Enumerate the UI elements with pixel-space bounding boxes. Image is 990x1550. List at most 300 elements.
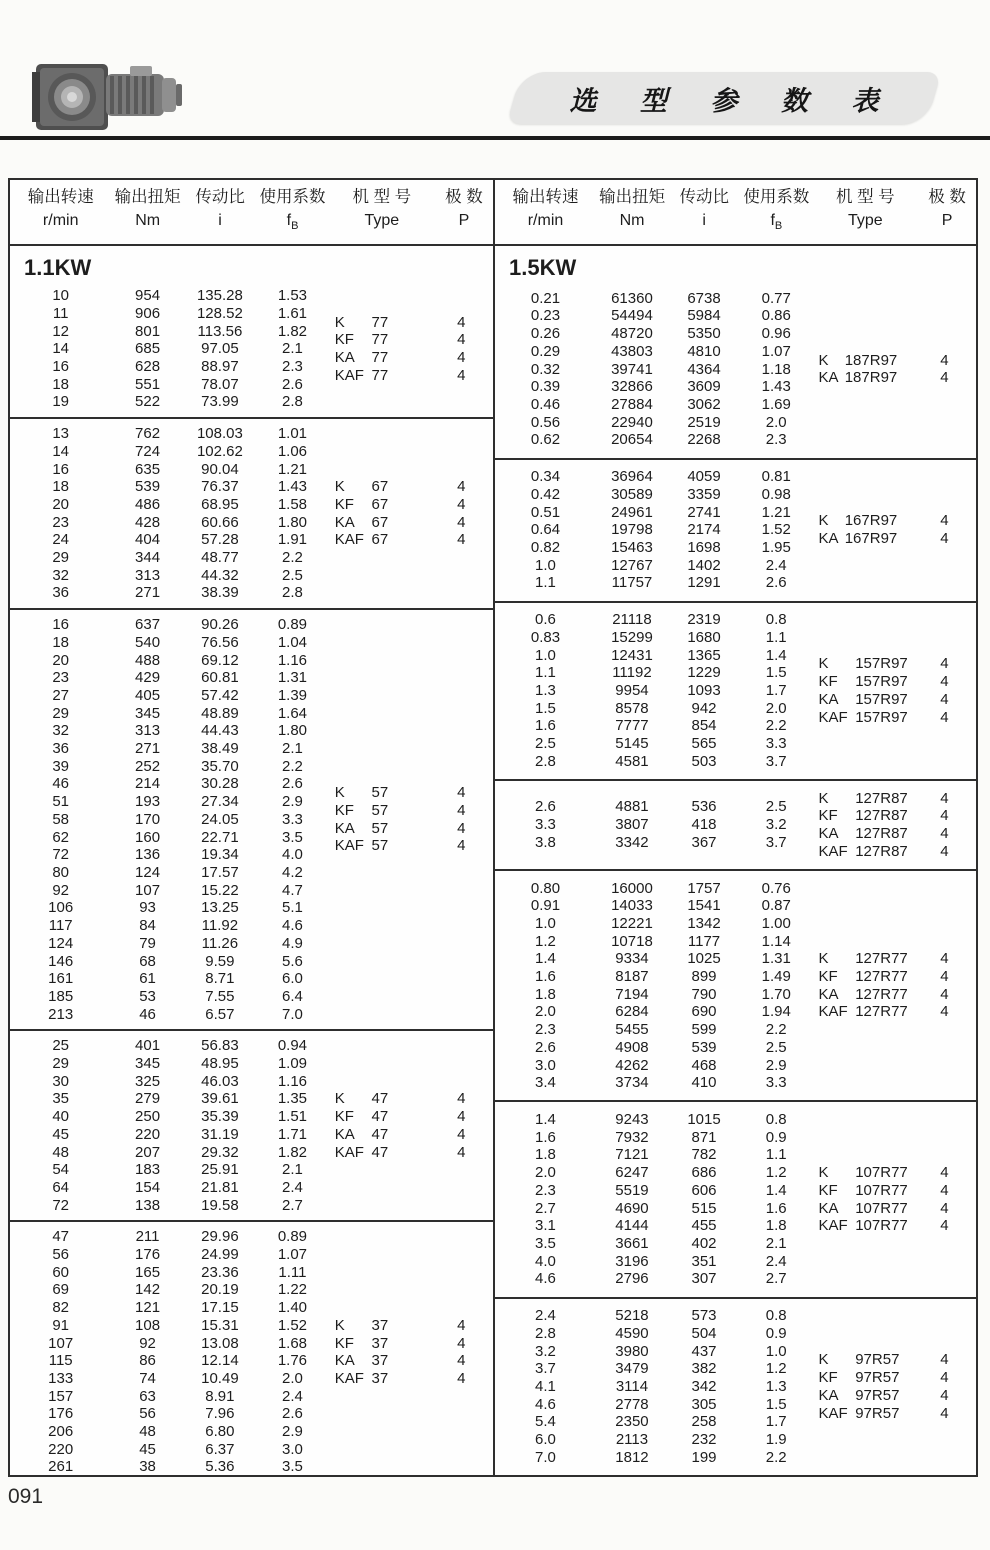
type-label [812,1217,913,1235]
value-cell: 0.89 [277,616,308,634]
type-prefix: KF [334,495,354,513]
table-row [10,811,329,829]
value-cell: 1.1 [535,664,556,682]
value-cell: 1402 [687,556,721,574]
table-row [10,953,329,971]
column-header: 使用系数 [743,188,810,206]
column-unit: $f_B$ [286,212,299,233]
value-cell: 1.6 [535,717,556,735]
value-cell: 1.04 [277,633,308,651]
table-row [495,753,812,771]
value-cell: 261 [48,1458,74,1476]
value-cell: 24 [52,531,70,549]
value-cell: 3479 [615,1360,649,1378]
value-cell: 2.4 [765,1252,787,1270]
value-cell: 6247 [615,1164,649,1182]
type-model: 127R77 [855,985,908,1003]
poles-value: 4 [940,1351,949,1369]
value-cell: 4881 [615,798,649,816]
value-cell: 0.62 [530,431,561,449]
type-row [329,802,493,820]
value-cell: 536 [691,798,717,816]
table-row [495,1325,812,1343]
value-cell: 176 [135,1246,161,1264]
poles-value: 4 [940,369,949,387]
type-prefix: KA [818,530,839,548]
value-cell: 106 [48,899,74,917]
poles-value: 4 [940,351,949,369]
poles-value: 4 [940,1369,949,1387]
type-prefix: KF [818,673,838,691]
value-cell: 43803 [611,342,653,360]
value-cell: 0.23 [530,307,561,325]
table-row [495,915,812,933]
value-cell: 252 [135,757,161,775]
value-cell: 30 [52,1072,70,1090]
value-cell: 90.26 [201,616,239,634]
value-cell: 92 [52,881,70,899]
type-row [812,655,976,673]
value-cell: 1.69 [761,395,791,413]
type-row [812,986,976,1004]
value-cell: 13.25 [201,899,239,917]
value-cell: 455 [691,1217,717,1235]
value-cell: 30.28 [201,775,239,793]
value-cell: 7932 [615,1128,649,1146]
value-cell: 142 [135,1281,161,1299]
value-cell: 0.56 [530,413,561,431]
value-cell: 7194 [615,985,649,1003]
value-cell: 2741 [687,503,721,521]
type-label [329,331,430,349]
column-header: 输出转速 [512,188,579,206]
value-cell: 1.4 [535,950,556,968]
value-cell: 307 [691,1270,717,1288]
type-prefix: KAF [334,837,364,855]
value-cell: 2.7 [765,1270,787,1288]
value-cell: 79 [139,934,156,952]
type-prefix: K [818,1164,829,1182]
poles-value: 4 [940,968,949,986]
value-cell: 0.34 [530,468,561,486]
table-row [10,1405,329,1423]
value-cell: 1.76 [277,1352,308,1370]
type-label [329,478,430,496]
value-cell: 9954 [615,681,649,699]
type-row [812,512,976,530]
value-cell: 1.58 [277,495,308,513]
table-row [495,1360,812,1378]
type-model: 57 [371,784,389,802]
value-cell: 504 [691,1324,717,1342]
value-cell: 1.39 [277,686,308,704]
type-list [329,616,493,1023]
table-row [10,1090,329,1108]
value-cell: 17.57 [201,863,239,881]
type-prefix: KAF [334,1369,364,1387]
table-row [10,616,329,634]
column-header: 极 数 [928,188,966,206]
type-row [812,1164,976,1182]
value-cell: 57.28 [201,531,239,549]
value-cell: 27 [52,686,70,704]
column-unit: Nm [619,212,645,229]
value-cell: 3.3 [535,816,556,834]
value-cell: 418 [691,816,717,834]
column-unit: Nm [135,212,161,229]
type-label [329,496,430,514]
value-cell: 60 [52,1263,70,1281]
value-cell: 4581 [615,752,649,770]
value-cell: 271 [135,584,161,602]
value-cell: 7.0 [281,1005,303,1023]
value-cell: 11.92 [201,917,239,935]
value-cell: 606 [691,1181,717,1199]
value-cell: 3.5 [281,828,303,846]
value-cell: 0.29 [530,342,561,360]
value-cell: 3342 [615,833,649,851]
table-row [10,340,329,358]
value-cell: 72 [52,846,70,864]
table-row [10,935,329,953]
value-cell: 3.3 [765,735,787,753]
type-row [812,825,976,843]
value-cell: 124 [48,934,74,952]
table-row [495,1343,812,1361]
table-row [495,361,812,379]
value-cell: 48.89 [201,704,239,722]
type-row [329,837,493,855]
value-cell: 0.26 [530,325,561,343]
value-cell: 1.18 [761,360,791,378]
table-row [495,682,812,700]
value-cell: 1.1 [765,628,787,646]
value-cell: 313 [135,566,161,584]
value-cell: 58 [52,810,70,828]
value-cell: 565 [691,735,717,753]
value-cell: 76.37 [201,478,239,496]
value-cell: 1.07 [277,1246,308,1264]
type-model: 77 [371,366,389,384]
value-cell: 48720 [611,325,653,343]
type-prefix: KA [818,1386,839,1404]
value-cell: 2.4 [765,556,787,574]
poles-value: 4 [457,313,466,331]
value-cell: 942 [691,699,717,717]
table-row [495,1307,812,1325]
value-cell: 8.71 [205,970,235,988]
value-cell: 2.3 [281,358,303,375]
poles-value: 4 [940,1199,949,1217]
value-cell: 72 [52,1196,70,1214]
table-row [495,574,812,592]
poles-value: 4 [940,950,949,968]
value-cell: 4364 [687,360,721,378]
table-row [495,468,812,486]
value-cell: 2.2 [281,549,303,567]
value-cell: 1.1 [765,1146,787,1164]
value-cell: 3.7 [765,752,787,770]
value-cell: 4.2 [281,863,303,881]
value-cell: 10718 [611,932,653,950]
poles-value: 4 [940,1181,949,1199]
value-cell: 2.5 [765,1038,787,1056]
value-cell: 1.01 [277,425,308,443]
value-cell: 6.57 [205,1005,235,1023]
value-cell: 211 [135,1228,160,1246]
value-cell: 1.53 [277,287,308,305]
type-model: 127R87 [855,789,908,807]
value-cell: 2.5 [281,566,303,584]
type-model: 47 [371,1125,389,1143]
value-cell: 1.2 [765,1164,787,1182]
value-cell: 183 [135,1161,161,1179]
column-unit: Type [364,212,400,229]
value-cell: 29 [52,704,70,722]
value-cell: 551 [135,375,161,393]
gearmotor-photo-image [30,52,190,145]
type-label [812,655,913,673]
value-cell: 429 [135,669,161,687]
value-cell: 1015 [687,1111,721,1129]
value-cell: 82 [52,1299,70,1317]
type-label [812,807,913,825]
value-cell: 15463 [611,538,653,556]
value-cell: 5455 [615,1021,649,1039]
type-model: 167R97 [844,512,898,530]
value-cell: 410 [691,1074,717,1092]
param-table [8,178,978,1477]
data-block [10,608,493,1029]
value-cell: 3661 [615,1234,649,1252]
value-cell: 2174 [687,521,721,539]
value-cell: 2268 [687,431,721,449]
value-cell: 2.1 [281,1161,303,1179]
value-cell: 1.70 [761,985,791,1003]
value-cell: 351 [691,1252,717,1270]
value-cell: 12 [52,322,70,340]
type-label [329,367,430,385]
table-row [10,793,329,811]
column-header: 极 数 [445,188,483,206]
value-cell: 2.5 [535,735,556,753]
type-prefix: KA [334,1125,355,1143]
value-cell: 207 [135,1143,161,1161]
type-prefix: KA [818,825,839,842]
value-cell: 540 [135,633,161,651]
table-row [495,1074,812,1092]
value-cell: 7.0 [535,1448,556,1466]
table-row [10,846,329,864]
header-labels-row [495,185,976,210]
type-prefix: KA [334,819,355,837]
value-cell: 7.55 [205,987,235,1005]
type-model: 47 [371,1108,389,1126]
value-cell: 18 [52,478,70,496]
value-cell: 488 [135,651,161,669]
value-cell: 19 [52,393,70,411]
value-cell: 86 [139,1352,156,1370]
type-row [329,314,493,332]
value-cell: 1.4 [765,1181,787,1199]
value-cell: 4144 [615,1217,649,1235]
value-cell: 1229 [687,664,721,682]
value-cell: 1.8 [535,985,556,1003]
value-cell: 40 [52,1108,70,1126]
value-cell: 5.4 [535,1413,556,1431]
type-list [329,1228,493,1476]
poles-value: 4 [457,802,466,820]
value-cell: 573 [691,1307,717,1325]
value-cell: 3.3 [765,1074,787,1092]
type-row [812,530,976,548]
value-cell: 220 [48,1440,74,1458]
type-prefix: K [334,313,345,331]
poles-value: 4 [940,1003,949,1021]
value-cell: 11192 [612,664,652,682]
table-row [495,717,812,735]
value-cell: 1.51 [277,1108,308,1126]
type-row [812,691,976,709]
value-cell: 0.51 [530,503,561,521]
type-model: 37 [371,1316,389,1334]
value-cell: 1.1 [535,574,556,592]
value-cell: 345 [135,1055,161,1073]
type-prefix: K [818,789,829,807]
value-cell: 1.4 [765,646,787,664]
table-row [10,1108,329,1126]
type-prefix: KAF [334,531,364,549]
table-row [495,290,812,308]
type-label [812,1003,913,1021]
value-cell: 1.68 [277,1334,308,1352]
value-cell: 1.21 [761,503,791,521]
table-row [10,1458,329,1476]
value-cell: 3359 [687,485,721,503]
value-cell: 1.49 [761,968,791,986]
value-cell: 0.91 [530,897,561,915]
value-cell: 27884 [611,395,653,413]
value-cell: 4590 [615,1324,649,1342]
value-cell: 14 [52,442,70,460]
table-row [10,376,329,394]
value-cell: 1.3 [765,1377,787,1395]
value-cell: 782 [691,1146,717,1164]
value-cell: 25.91 [201,1161,239,1179]
value-cell: 1.64 [277,704,308,722]
type-prefix: KF [818,807,838,825]
type-model: 57 [371,837,389,855]
value-cell: 13.08 [201,1334,239,1352]
type-model: 37 [371,1352,389,1370]
table-row [495,396,812,414]
poles-value: 4 [940,842,949,860]
type-label [329,820,430,838]
table-row [10,722,329,740]
type-row [812,1182,976,1200]
data-block [495,869,976,1101]
type-row [329,1317,493,1335]
value-cell: 14 [52,340,70,358]
column-header: 输出扭矩 [599,188,666,206]
value-cell: 56 [139,1405,156,1423]
value-cell: 637 [135,616,161,634]
value-cell: 1.71 [277,1125,308,1143]
value-cell: 45 [139,1440,156,1458]
type-label [329,1126,430,1144]
value-cell: 686 [691,1164,717,1182]
data-rows [495,609,812,773]
value-cell: 2.4 [281,1178,303,1196]
table-row [10,496,329,514]
value-cell: 74 [139,1369,156,1387]
value-cell: 0.9 [765,1324,787,1342]
table-row [10,634,329,652]
value-cell: 2.8 [281,584,303,602]
value-cell: 64 [52,1178,70,1196]
value-cell: 48 [139,1423,156,1441]
type-prefix: K [818,512,829,530]
type-model: 107R77 [855,1217,908,1235]
value-cell: 157 [48,1387,74,1405]
value-cell: 539 [691,1038,717,1056]
value-cell: 0.9 [765,1128,787,1146]
value-cell: 88.97 [201,358,239,375]
column-unit: r/min [42,212,79,229]
value-cell: 1.06 [277,442,308,460]
type-model: 187R97 [844,351,898,369]
value-cell: 3.7 [765,833,787,851]
type-prefix: KF [818,1181,838,1199]
value-cell: 344 [135,549,161,567]
value-cell: 954 [135,287,161,305]
value-cell: 39 [52,757,70,775]
table-row [495,325,812,343]
type-model: 157R97 [855,690,908,708]
value-cell: 1177 [687,932,721,950]
value-cell: 5519 [615,1181,649,1199]
value-cell: 2.0 [765,699,787,717]
table-row [10,323,329,341]
value-cell: 0.8 [765,1111,787,1129]
value-cell: 6.80 [205,1423,235,1441]
table-row [10,1335,329,1353]
type-label [812,950,913,968]
table-row [10,461,329,479]
type-row [812,709,976,727]
value-cell: 15299 [611,628,653,646]
data-block [495,458,976,601]
type-row [812,843,976,861]
type-label [812,1405,913,1423]
value-cell: 12.14 [201,1352,239,1370]
type-list [812,877,976,1095]
table-row [495,343,812,361]
value-cell: 35.70 [201,757,239,775]
value-cell: 29.32 [201,1143,239,1161]
value-cell: 1.0 [765,1342,787,1360]
type-model: 127R87 [855,825,908,842]
table-row [10,1179,329,1197]
type-list [329,1037,493,1214]
type-prefix: K [334,1090,345,1108]
column-unit: i [702,212,706,229]
value-cell: 102.62 [196,442,243,460]
value-cell: 2350 [615,1413,649,1431]
type-label [329,314,430,332]
data-rows [10,287,329,411]
value-cell: 4.1 [535,1377,556,1395]
